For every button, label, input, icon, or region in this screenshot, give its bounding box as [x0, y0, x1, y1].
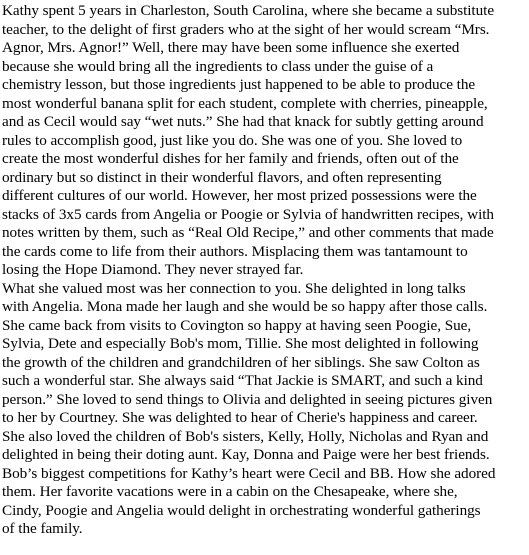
- text-line: stacks of 3x5 cards from Angelia or Poogie or Sylvia of handwritten recipes, with: [2, 205, 494, 223]
- text-line: rules to accomplish good, just like you do. She was one of you. She loved to: [2, 131, 463, 149]
- text-line: notes written by them, such as “Real Old Recipe,” and other comments that made: [2, 224, 494, 241]
- text-line: chemistry lesson, but those ingredients just happened to be able to produce the: [2, 76, 476, 93]
- body-text: [2, 2, 527, 539]
- text-line: Kathy spent 5 years in Charleston, South Carolina, where she became a substitute: [2, 2, 495, 19]
- text-line: delighted in being their doting aunt. Kay, Donna and Paige were her best friends.: [2, 446, 490, 463]
- text-line: of the family.: [2, 520, 83, 537]
- text-line: ordinary but so distinct in their wonderful flavors, and often representing: [2, 168, 442, 186]
- text-line: them. Her favorite vacations were in a cabin on the Chesapeake, where she,: [2, 483, 458, 500]
- text-line: different cultures of our world. However, her most prized possessions were the: [2, 187, 477, 204]
- text-line: Bob’s biggest competitions for Kathy’s heart were Cecil and BB. How she adored: [2, 464, 496, 482]
- text-line: the cards come to life from their authors. Misplacing them was tantamount to: [2, 242, 468, 260]
- text-line: with Angelia. Mona made her laugh and she would be so happy after those calls.: [2, 298, 488, 315]
- text-line: Sylvia, Dete and especially Bob's mom, Tillie. She most delighted in following: [2, 335, 479, 352]
- text-line: because she would bring all the ingredients to class under the guise of a: [2, 57, 434, 75]
- text-line: What she valued most was her connection to you. She delighted in long talks: [2, 279, 466, 297]
- text-line: Agnor, Mrs. Agnor!” Well, there may have been some influence she exerted: [2, 39, 460, 56]
- text-line: losing the Hope Diamond. They never strayed far.: [2, 261, 304, 278]
- text-line: to her by Courtney. She was delighted to hear of Cherie's happiness and career.: [2, 409, 478, 426]
- text-line: Cindy, Poogie and Angelia would delight in orchestrating wonderful gatherings: [2, 501, 481, 519]
- text-line: create the most wonderful dishes for her family and friends, often out of the: [2, 150, 459, 167]
- text-line: She also loved the children of Bob's sisters, Kelly, Holly, Nicholas and Ryan and: [2, 427, 489, 445]
- text-line: and as Cecil would say “wet nuts.” She had that knack for subtly getting around: [2, 113, 484, 130]
- text-line: most wonderful banana split for each student, complete with cherries, pineapple,: [2, 94, 488, 112]
- text-line: the growth of the children and grandchildren of her siblings. She saw Colton as: [2, 353, 480, 371]
- text-line: She came back from visits to Covington so happy at having seen Poogie, Sue,: [2, 316, 472, 334]
- text-line: person.” She loved to send things to Olivia and delighted in seeing pictures given: [2, 390, 493, 408]
- text-line: teacher, to the delight of first graders who at the sight of her would scream “Mrs.: [2, 20, 490, 38]
- text-line: such a wonderful star. She always said “That Jackie is SMART, and such a kind: [2, 372, 483, 389]
